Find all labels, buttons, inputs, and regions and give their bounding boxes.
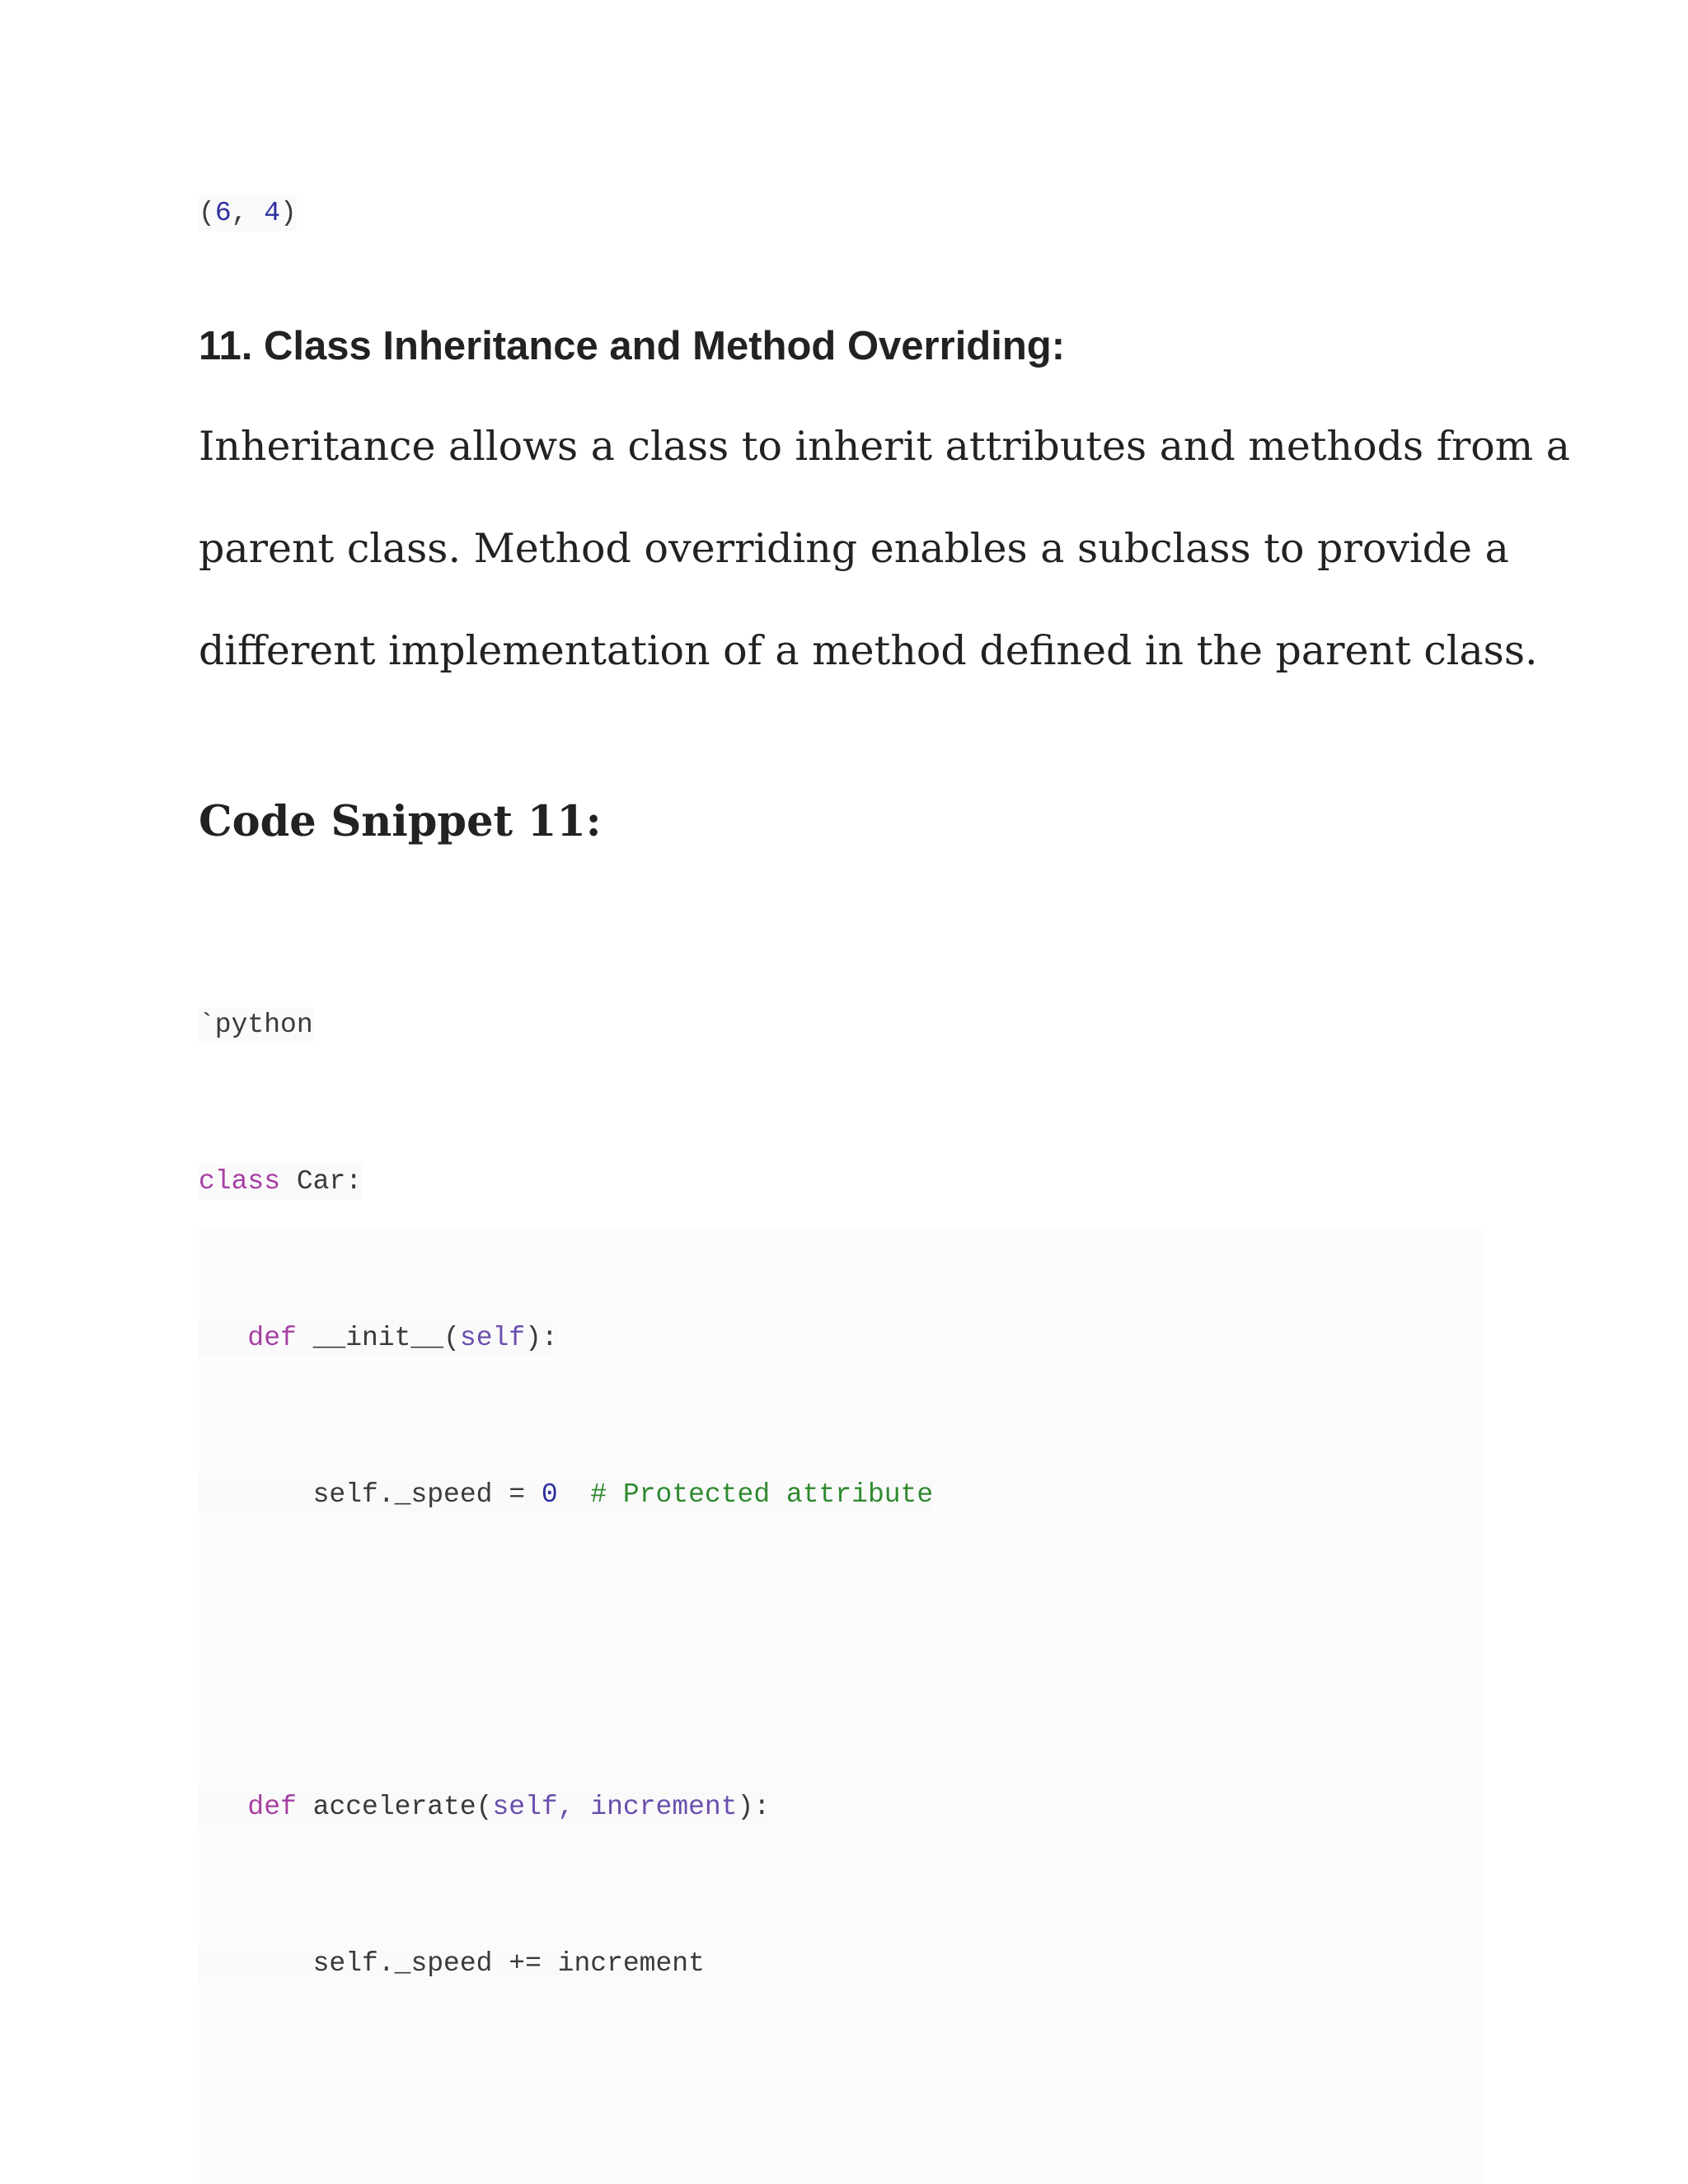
params-self-increment: self, increment [492, 1792, 738, 1822]
tuple-close: ) [280, 198, 297, 228]
keyword-def: def [247, 1792, 297, 1822]
keyword-class: class [199, 1166, 281, 1197]
keyword-def: def [247, 1323, 297, 1353]
speed-value: 0 [541, 1479, 558, 1510]
paragraph-line-1: Inheritance allows a class to inherit attributes and methods from a [199, 423, 1571, 470]
code-fence: `python [199, 1010, 313, 1040]
code-fence-line [199, 1007, 313, 1043]
tuple-separator: , [231, 198, 265, 228]
def-end: ): [737, 1792, 771, 1822]
tuple-output-line [199, 195, 297, 232]
gap [558, 1479, 591, 1510]
def-end: ): [525, 1323, 558, 1353]
tuple-second-value: 4 [264, 198, 281, 228]
code-line-def-init [199, 1320, 558, 1357]
method-name-accelerate: accelerate( [296, 1792, 493, 1822]
assignment: self._speed = [199, 1479, 542, 1510]
indent [199, 1792, 247, 1822]
tuple-first-value: 6 [214, 198, 232, 228]
method-name-init: __init__( [296, 1323, 460, 1353]
comment-protected: # Protected attribute [590, 1479, 934, 1510]
code-line-class [199, 1164, 362, 1200]
code-block-background [199, 1228, 1484, 2184]
indent [199, 1323, 247, 1353]
code-line-def-accelerate [199, 1789, 770, 1825]
section-heading: 11. Class Inheritance and Method Overriding: [199, 324, 1066, 368]
tuple-open: ( [199, 198, 215, 228]
snippet-heading: Code Snippet 11: [199, 797, 602, 846]
param-self: self [459, 1323, 526, 1353]
paragraph-line-2: parent class. Method overriding enables a subclass to provide a [199, 525, 1509, 572]
increment-statement: self._speed += increment [199, 1948, 705, 1979]
code-line-speed-init [199, 1477, 933, 1513]
code-line-speed-increment [199, 1946, 705, 1982]
class-name: Car: [280, 1166, 363, 1197]
intro-paragraph [199, 396, 1571, 702]
paragraph-line-3: different implementation of a method defined in the parent class. [199, 627, 1538, 674]
